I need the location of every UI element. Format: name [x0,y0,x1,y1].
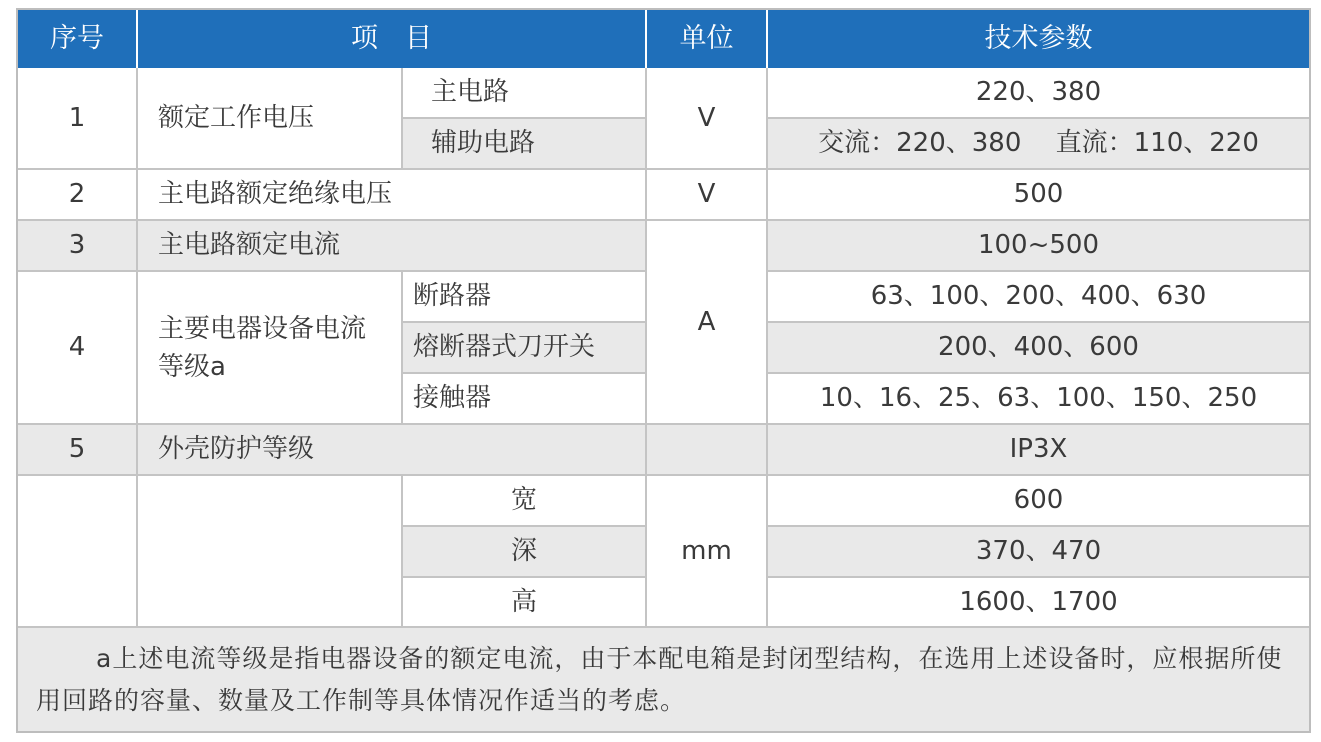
row4-item-line2: 等级a [158,351,226,382]
row4-value-breaker: 63、100、200、400、630 [768,272,1309,323]
row4-sub-fuse-switch: 熔断器式刀开关 [403,323,647,374]
row1-no: 1 [18,68,138,170]
row6-sub-width: 宽 [403,476,647,527]
row1-sub-main: 主电路 [403,68,647,119]
header-no: 序号 [18,10,138,68]
row3-no: 3 [18,221,138,272]
row1-item: 额定工作电压 [138,68,403,170]
row3-4-unit: A [647,221,768,425]
row5-no: 5 [18,425,138,476]
row3-item: 主电路额定电流 [138,221,647,272]
row2-item: 主电路额定绝缘电压 [138,170,647,221]
row4-item-line1: 主要电器设备电流 [158,313,367,344]
row4-no: 4 [18,272,138,425]
spec-table [16,8,1311,733]
row2-unit: V [647,170,768,221]
row6-unit: mm [647,476,768,628]
row4-sub-breaker: 断路器 [403,272,647,323]
row6-no [18,476,138,628]
row5-unit [647,425,768,476]
row6-value-width: 600 [768,476,1309,527]
row5-value: IP3X [768,425,1309,476]
row6-value-height: 1600、1700 [768,578,1309,628]
row2-value: 500 [768,170,1309,221]
row4-value-fuse-switch: 200、400、600 [768,323,1309,374]
row1-value-aux: 交流：220、380 直流：110、220 [768,119,1309,170]
header-unit: 单位 [647,10,768,68]
row6-value-depth: 370、470 [768,527,1309,578]
table-footnote: a上述电流等级是指电器设备的额定电流，由于本配电箱是封闭型结构，在选用上述设备时，应根据所使用回路的容量、数量及工作制等具体情况作适当的考虑。 [18,628,1309,731]
row3-value: 100~500 [768,221,1309,272]
row4-sub-contactor: 接触器 [403,374,647,425]
row1-unit: V [647,68,768,170]
row5-item: 外壳防护等级 [138,425,647,476]
row2-no: 2 [18,170,138,221]
row6-sub-height: 高 [403,578,647,628]
row6-item [138,476,403,628]
row4-item [138,272,403,425]
header-param: 技术参数 [768,10,1309,68]
row1-sub-aux: 辅助电路 [403,119,647,170]
row1-value-main: 220、380 [768,68,1309,119]
row4-value-contactor: 10、16、25、63、100、150、250 [768,374,1309,425]
header-item: 项 目 [138,10,647,68]
row6-sub-depth: 深 [403,527,647,578]
